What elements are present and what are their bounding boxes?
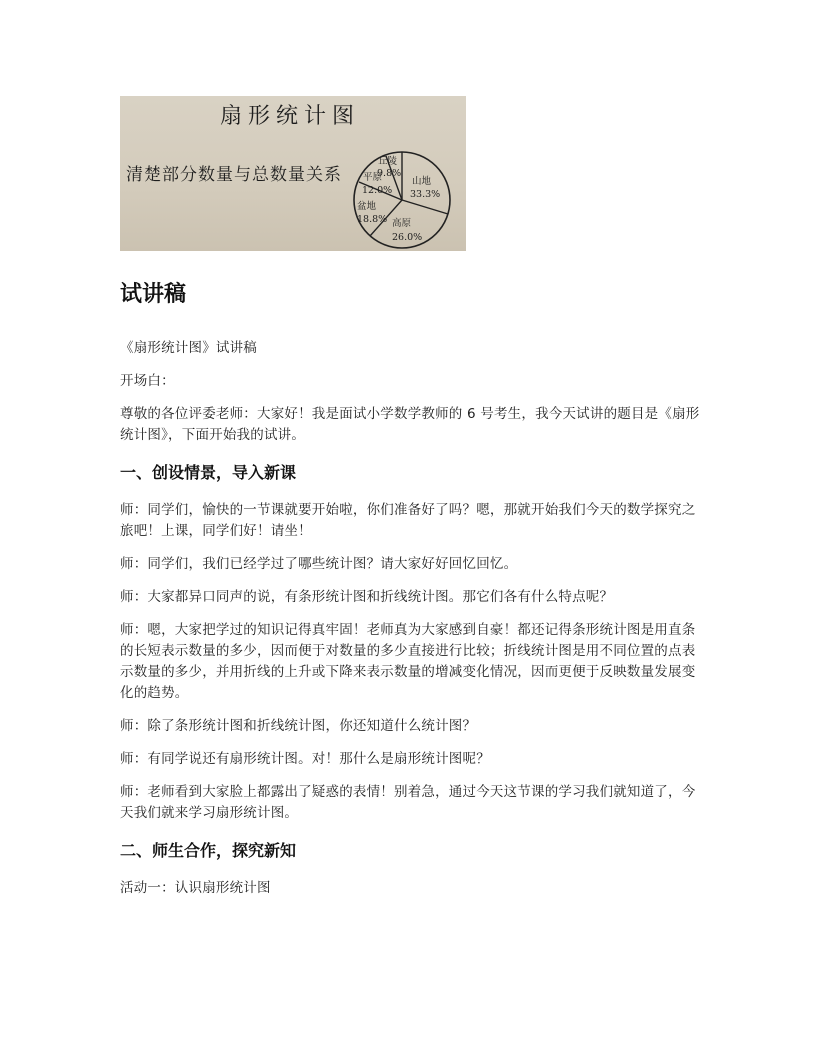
paragraph-greeting: 尊敬的各位评委老师：大家好！我是面试小学数学教师的 6 号考生，我今天试讲的题目是《扇形统计图》，下面开始我的试讲。 (120, 406, 700, 443)
whiteboard-photo (120, 96, 466, 251)
slice-value-mountain: 33.3% (410, 189, 441, 200)
paragraph: 师：嗯，大家把学过的知识记得真牢固！老师真为大家感到自豪！都还记得条形统计图是用直条的长短表示数量的多少，因而便于对数量的多少直接进行比较；折线统计图是用不同位置的点表示数量的多少，并用折线的上升或下降来表示数量的增减变化情况，因而更便于反映数量发展变化的趋势。 (120, 622, 696, 701)
section-heading-2: 二、师生合作，探究新知 (120, 841, 297, 860)
paragraph: 活动一：认识扇形统计图 (120, 880, 271, 896)
pie-slice-line (402, 200, 448, 214)
slice-value-hills: 9.8% (377, 168, 402, 179)
slice-value-plain: 12.0% (362, 185, 393, 196)
slice-label-hills: 丘陵 (378, 156, 398, 167)
paragraph: 师：有同学说还有扇形统计图。对！那什么是扇形统计图呢？ (120, 751, 490, 767)
sketch-subtitle: 清楚部分数量与总数量关系 (126, 165, 342, 185)
paragraph-subtitle: 《扇形统计图》试讲稿 (120, 340, 257, 356)
slice-label-plateau: 高原 (392, 218, 412, 229)
pie-chart-sketch (120, 96, 466, 251)
section-heading-1: 一、创设情景，导入新课 (120, 463, 297, 482)
paragraph: 师：除了条形统计图和折线统计图，你还知道什么统计图？ (120, 718, 477, 734)
document-title: 试讲稿 (120, 282, 187, 307)
slice-value-plateau: 26.0% (392, 232, 423, 243)
paragraph: 师：老师看到大家脸上都露出了疑惑的表情！别着急，通过今天这节课的学习我们就知道了，今天我们就来学习扇形统计图。 (120, 784, 696, 821)
sketch-title: 扇形统计图 (220, 104, 361, 129)
slice-label-mountain: 山地 (412, 176, 432, 187)
document-body (120, 270, 700, 911)
paragraph: 师：同学们，我们已经学过了哪些统计图？请大家好好回忆回忆。 (120, 556, 518, 572)
slice-label-plain: 平原 (363, 172, 383, 183)
paragraph: 师：同学们，愉快的一节课就要开始啦，你们准备好了吗？嗯，那就开始我们今天的数学探究之旅吧！上课，同学们好！请坐！ (120, 502, 696, 539)
paragraph: 师：大家都异口同声的说，有条形统计图和折线统计图。那它们各有什么特点呢？ (120, 589, 614, 605)
slice-value-basin: 18.8% (357, 214, 388, 225)
paragraph-opening-label: 开场白： (120, 373, 175, 389)
slice-label-basin: 盆地 (357, 201, 377, 212)
